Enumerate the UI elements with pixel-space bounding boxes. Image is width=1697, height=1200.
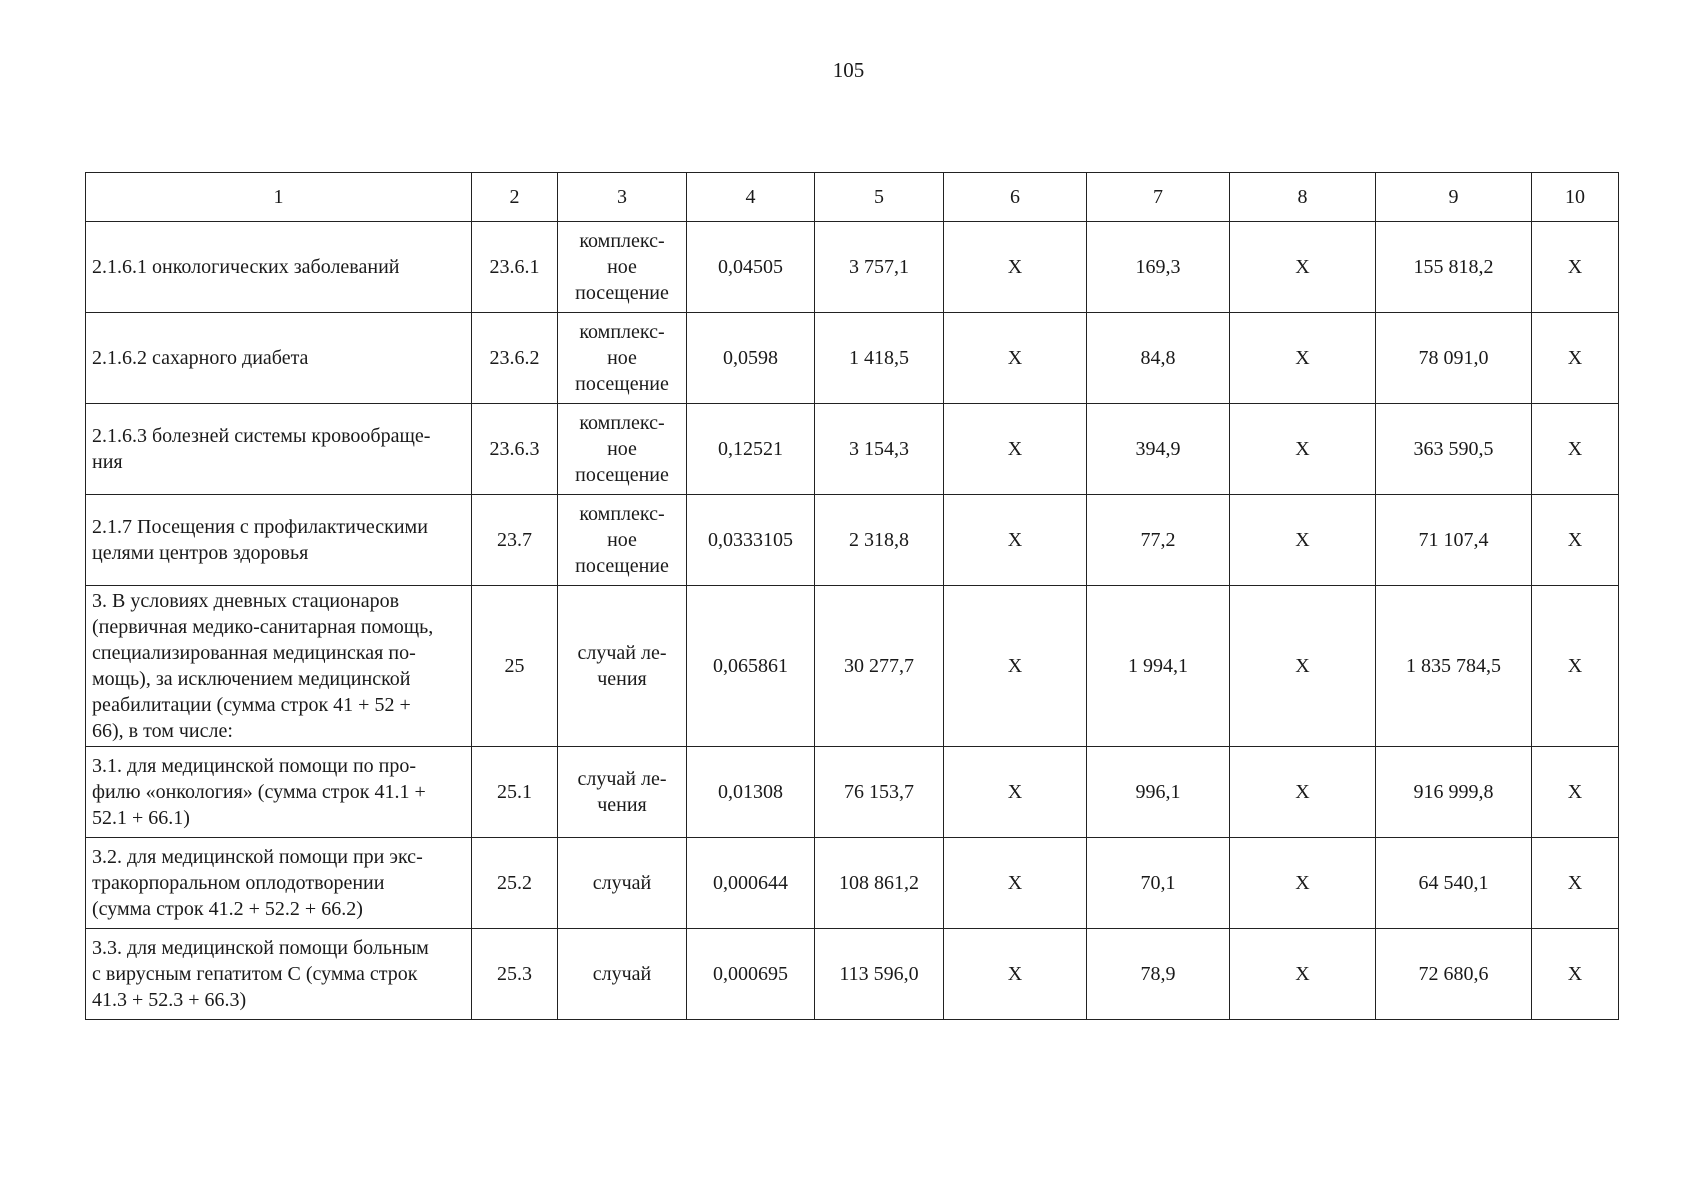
column-header-5: 5 bbox=[815, 173, 944, 222]
row-code-cell: 25.1 bbox=[472, 747, 558, 838]
col6-cell: Х bbox=[944, 404, 1087, 495]
col10-cell: Х bbox=[1532, 838, 1619, 929]
unit-cell: случай ле- чения bbox=[558, 586, 687, 747]
col9-cell: 155 818,2 bbox=[1376, 222, 1532, 313]
column-header-2: 2 bbox=[472, 173, 558, 222]
table-row bbox=[86, 313, 1619, 404]
col10-cell: Х bbox=[1532, 222, 1619, 313]
col10-cell: Х bbox=[1532, 586, 1619, 747]
row-name-cell: 3.1. для медицинской помощи по про- филю «онкология» (сумма строк 41.1 + 52.1 + 66.1) bbox=[86, 747, 472, 838]
column-header-9: 9 bbox=[1376, 173, 1532, 222]
column-header-10: 10 bbox=[1532, 173, 1619, 222]
table-row bbox=[86, 404, 1619, 495]
table-row bbox=[86, 495, 1619, 586]
col6-cell: Х bbox=[944, 313, 1087, 404]
col7-cell: 394,9 bbox=[1087, 404, 1230, 495]
unit-cell: комплекс- ное посещение bbox=[558, 222, 687, 313]
column-header-1: 1 bbox=[86, 173, 472, 222]
table-row bbox=[86, 838, 1619, 929]
col8-cell: Х bbox=[1230, 222, 1376, 313]
row-name-cell: 3.3. для медицинской помощи больным с вирусным гепатитом С (сумма строк 41.3 + 52.3 + 66.3) bbox=[86, 929, 472, 1020]
row-code-cell: 23.7 bbox=[472, 495, 558, 586]
column-header-6: 6 bbox=[944, 173, 1087, 222]
col9-cell: 78 091,0 bbox=[1376, 313, 1532, 404]
col4-cell: 0,000644 bbox=[687, 838, 815, 929]
table-row bbox=[86, 747, 1619, 838]
col9-cell: 71 107,4 bbox=[1376, 495, 1532, 586]
col8-cell: Х bbox=[1230, 404, 1376, 495]
col5-cell: 3 757,1 bbox=[815, 222, 944, 313]
row-code-cell: 23.6.2 bbox=[472, 313, 558, 404]
col4-cell: 0,065861 bbox=[687, 586, 815, 747]
col8-cell: Х bbox=[1230, 747, 1376, 838]
col7-cell: 1 994,1 bbox=[1087, 586, 1230, 747]
col6-cell: Х bbox=[944, 586, 1087, 747]
col4-cell: 0,0598 bbox=[687, 313, 815, 404]
row-name-cell: 2.1.7 Посещения с профилактическими целями центров здоровья bbox=[86, 495, 472, 586]
column-header-4: 4 bbox=[687, 173, 815, 222]
row-code-cell: 23.6.3 bbox=[472, 404, 558, 495]
table-row bbox=[86, 222, 1619, 313]
column-header-8: 8 bbox=[1230, 173, 1376, 222]
unit-cell: случай bbox=[558, 838, 687, 929]
col4-cell: 0,0333105 bbox=[687, 495, 815, 586]
col5-cell: 30 277,7 bbox=[815, 586, 944, 747]
col8-cell: Х bbox=[1230, 495, 1376, 586]
page-number: 105 bbox=[832, 58, 865, 82]
col10-cell: Х bbox=[1532, 495, 1619, 586]
col9-cell: 916 999,8 bbox=[1376, 747, 1532, 838]
table-row bbox=[86, 929, 1619, 1020]
col9-cell: 1 835 784,5 bbox=[1376, 586, 1532, 747]
col10-cell: Х bbox=[1532, 929, 1619, 1020]
col6-cell: Х bbox=[944, 222, 1087, 313]
col6-cell: Х bbox=[944, 838, 1087, 929]
col8-cell: Х bbox=[1230, 313, 1376, 404]
col7-cell: 996,1 bbox=[1087, 747, 1230, 838]
col7-cell: 84,8 bbox=[1087, 313, 1230, 404]
header-row bbox=[86, 173, 1619, 222]
col9-cell: 64 540,1 bbox=[1376, 838, 1532, 929]
col6-cell: Х bbox=[944, 495, 1087, 586]
unit-cell: случай bbox=[558, 929, 687, 1020]
col6-cell: Х bbox=[944, 929, 1087, 1020]
row-code-cell: 25.3 bbox=[472, 929, 558, 1020]
col5-cell: 113 596,0 bbox=[815, 929, 944, 1020]
col7-cell: 77,2 bbox=[1087, 495, 1230, 586]
col5-cell: 76 153,7 bbox=[815, 747, 944, 838]
unit-cell: случай ле- чения bbox=[558, 747, 687, 838]
col10-cell: Х bbox=[1532, 404, 1619, 495]
unit-cell: комплекс- ное посещение bbox=[558, 404, 687, 495]
row-code-cell: 25 bbox=[472, 586, 558, 747]
col7-cell: 70,1 bbox=[1087, 838, 1230, 929]
row-name-cell: 3. В условиях дневных стационаров (первичная медико-санитарная помощь, специализированная медицинская по- мощь), за исключением медицинской реабилитации (сумма строк 41 + 52 + 66), в том числе: bbox=[86, 586, 472, 747]
col8-cell: Х bbox=[1230, 838, 1376, 929]
column-header-3: 3 bbox=[558, 173, 687, 222]
row-name-cell: 2.1.6.1 онкологических заболеваний bbox=[86, 222, 472, 313]
row-code-cell: 25.2 bbox=[472, 838, 558, 929]
row-name-cell: 3.2. для медицинской помощи при экс- тракорпоральном оплодотворении (сумма строк 41.2 + 52.2 + 66.2) bbox=[86, 838, 472, 929]
col5-cell: 2 318,8 bbox=[815, 495, 944, 586]
col4-cell: 0,12521 bbox=[687, 404, 815, 495]
col5-cell: 108 861,2 bbox=[815, 838, 944, 929]
table-row bbox=[86, 586, 1619, 747]
row-code-cell: 23.6.1 bbox=[472, 222, 558, 313]
row-name-cell: 2.1.6.2 сахарного диабета bbox=[86, 313, 472, 404]
col5-cell: 1 418,5 bbox=[815, 313, 944, 404]
col4-cell: 0,000695 bbox=[687, 929, 815, 1020]
col8-cell: Х bbox=[1230, 929, 1376, 1020]
unit-cell: комплекс- ное посещение bbox=[558, 313, 687, 404]
col9-cell: 72 680,6 bbox=[1376, 929, 1532, 1020]
col9-cell: 363 590,5 bbox=[1376, 404, 1532, 495]
col4-cell: 0,01308 bbox=[687, 747, 815, 838]
col10-cell: Х bbox=[1532, 313, 1619, 404]
col4-cell: 0,04505 bbox=[687, 222, 815, 313]
unit-cell: комплекс- ное посещение bbox=[558, 495, 687, 586]
column-header-7: 7 bbox=[1087, 173, 1230, 222]
col5-cell: 3 154,3 bbox=[815, 404, 944, 495]
col8-cell: Х bbox=[1230, 586, 1376, 747]
row-name-cell: 2.1.6.3 болезней системы кровообраще- ния bbox=[86, 404, 472, 495]
col7-cell: 78,9 bbox=[1087, 929, 1230, 1020]
table-body bbox=[86, 222, 1619, 1020]
col7-cell: 169,3 bbox=[1087, 222, 1230, 313]
col10-cell: Х bbox=[1532, 747, 1619, 838]
data-table bbox=[85, 172, 1619, 1020]
col6-cell: Х bbox=[944, 747, 1087, 838]
